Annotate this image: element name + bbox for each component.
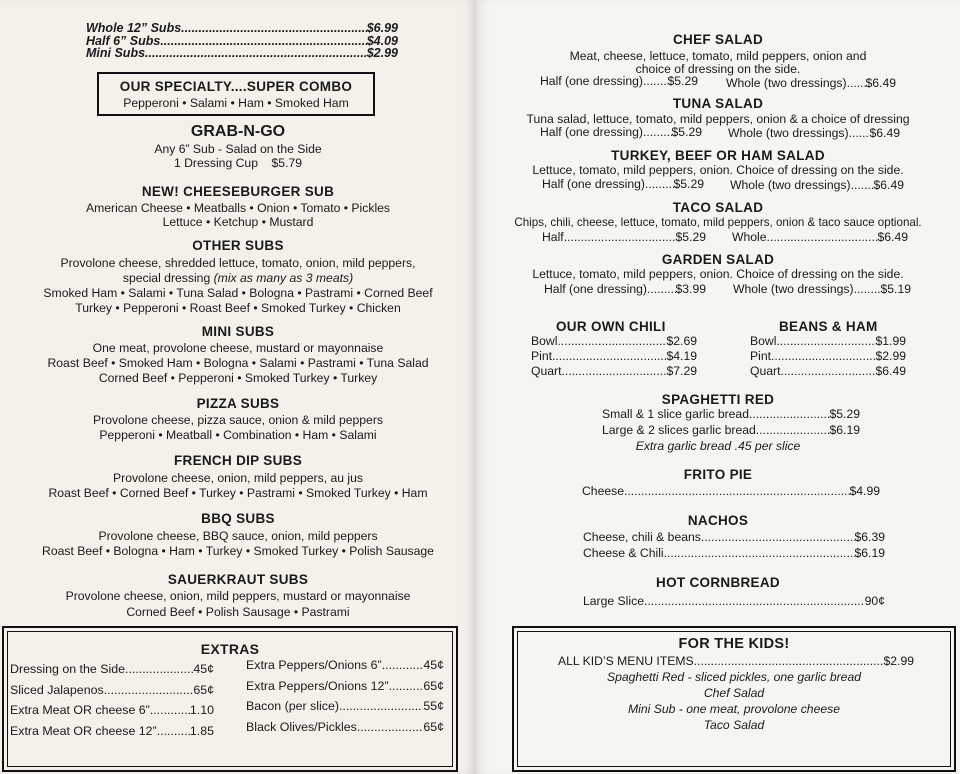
beans-ham-price: $2.99: [875, 349, 906, 363]
price-row: [732, 230, 908, 244]
mini-subs-line1: One meat, provolone cheese, mustard or mayonnaise: [92, 341, 384, 355]
beans-ham-price: $6.49: [875, 364, 906, 378]
extras-price: 55¢: [423, 699, 444, 713]
nachos-name: Cheese, chili & beans: [583, 530, 701, 544]
specialty-title: OUR SPECIALTY....SUPER COMBO: [119, 79, 353, 94]
chili-row: [531, 364, 697, 379]
taco-salad-whole: [732, 230, 908, 244]
whole-price: $5.19: [880, 282, 911, 296]
size-price: $2.99: [366, 46, 398, 60]
frito-pie-price: $4.99: [849, 484, 880, 498]
sauerkraut-subs-line1: Provolone cheese, onion, mild peppers, mustard or mayonnaise: [65, 589, 411, 603]
cornbread-price: 90¢: [864, 594, 885, 608]
size-row: [86, 22, 398, 35]
whole-price: $6.49: [877, 230, 908, 244]
bbq-subs-title: BBQ SUBS: [201, 511, 275, 526]
extras-column-1: [10, 662, 214, 744]
grab-title: GRAB-N-GO: [190, 123, 286, 140]
chili-row: [531, 349, 697, 364]
left-menu-page: [0, 0, 476, 774]
extras-name: Extra Meat OR cheese 12”: [10, 723, 157, 738]
chef-salad-line2: choice of dressing on the side.: [635, 62, 801, 76]
extras-row: [246, 699, 444, 720]
taco-salad-title: TACO SALAD: [672, 200, 764, 215]
size-name: Mini Subs: [86, 46, 146, 60]
half-price: $5.29: [673, 177, 704, 191]
half-price: $5.29: [675, 230, 706, 244]
grab-price: $5.79: [271, 156, 303, 170]
extras-price: 45¢: [193, 662, 214, 676]
kids-box: [512, 626, 956, 772]
kids-item: Chef Salad: [703, 686, 765, 700]
beans-ham-size: Pint: [750, 349, 772, 363]
extras-name: Extra Meat OR cheese 6”: [10, 703, 150, 717]
extras-row: [10, 724, 214, 745]
specialty-items: Pepperoni • Salami • Ham • Smoked Ham: [123, 96, 349, 110]
specialty-box: [97, 72, 375, 116]
cornbread-row: [583, 594, 885, 608]
extras-row: [10, 662, 214, 683]
taco-salad-line1: Chips, chili, cheese, lettuce, tomato, mild peppers, onion & taco sauce optional.: [514, 216, 922, 229]
half-label: Half (one dressing): [540, 74, 643, 88]
tuna-salad-title: TUNA SALAD: [672, 96, 764, 111]
french-dip-line1: Provolone cheese, onion, mild peppers, au jus: [113, 471, 363, 485]
garden-salad-title: GARDEN SALAD: [661, 252, 775, 267]
size-name: Half 6” Subs: [86, 33, 161, 48]
spaghetti-size: Small & 1 slice garlic bread: [602, 407, 749, 421]
chili-price: $7.29: [666, 364, 697, 378]
spaghetti-size: Large & 2 slices garlic bread: [602, 423, 756, 437]
pizza-subs-line1: Provolone cheese, pizza sauce, onion & mild peppers: [93, 413, 383, 427]
chef-salad-whole: [726, 76, 896, 90]
other-subs-note: (mix as many as 3 meats): [213, 271, 354, 285]
spaghetti-price: $5.29: [829, 407, 860, 421]
nachos-price: $6.19: [854, 546, 885, 560]
nachos-list: [583, 530, 885, 562]
garden-salad-half: [544, 282, 706, 296]
whole-label: Whole (two dressings): [728, 126, 849, 140]
turkey-salad-line1: Lettuce, tomato, mild peppers, onion. Choice of dressing on the side.: [532, 163, 904, 177]
extras-name: Extra Peppers/Onions 12”: [246, 678, 389, 693]
extras-name: Bacon (per slice): [246, 699, 339, 713]
extras-row: [246, 658, 444, 679]
beans-ham-size: Bowl: [750, 334, 777, 348]
taco-salad-half: [542, 230, 706, 244]
bbq-subs-line1: Provolone cheese, BBQ sauce, onion, mild peppers: [98, 529, 378, 543]
whole-label: Whole: [732, 230, 767, 244]
price-row: [540, 74, 698, 88]
other-subs-line1: Provolone cheese, shredded lettuce, tomato, onion, mild peppers,: [60, 256, 416, 270]
french-dip-line2: Roast Beef • Corned Beef • Turkey • Pastrami • Smoked Turkey • Ham: [48, 486, 428, 500]
price-row: [540, 125, 702, 139]
nachos-price: $6.39: [854, 530, 885, 544]
nachos-row: [583, 546, 885, 562]
sauerkraut-subs-title: SAUERKRAUT SUBS: [167, 572, 309, 587]
chef-salad-title: CHEF SALAD: [673, 32, 763, 47]
grab-dressing: 1 Dressing Cup: [173, 156, 258, 170]
kids-title: FOR THE KIDS!: [678, 636, 790, 652]
spaghetti-red-note: Extra garlic bread .45 per slice: [635, 439, 801, 453]
half-label: Half (one dressing): [544, 282, 647, 296]
beans-ham-list: [750, 334, 906, 379]
chili-size: Bowl: [531, 334, 558, 348]
price-row: [728, 126, 900, 140]
size-price: $6.99: [366, 21, 398, 35]
other-subs-line4: Turkey • Pepperoni • Roast Beef • Smoked Turkey • Chicken: [75, 301, 401, 315]
size-row: [86, 47, 398, 60]
extras-title: EXTRAS: [200, 641, 260, 657]
whole-price: $6.49: [869, 126, 900, 140]
spaghetti-row: [602, 407, 860, 423]
half-price: $3.99: [675, 282, 706, 296]
extras-name: Extra Peppers/Onions 6”: [246, 658, 382, 672]
whole-price: $6.49: [865, 76, 896, 90]
pizza-subs-title: PIZZA SUBS: [196, 396, 280, 411]
whole-label: Whole (two dressings): [730, 178, 851, 192]
frito-pie-name: Cheese: [582, 484, 625, 498]
garden-salad-line1: Lettuce, tomato, mild peppers, onion. Choice of dressing on the side.: [532, 267, 904, 281]
mini-subs-line2: Roast Beef • Smoked Ham • Bologna • Salami • Pastrami • Tuna Salad: [47, 356, 429, 370]
price-row: [726, 76, 896, 90]
half-price: $5.29: [671, 125, 702, 139]
chili-size: Quart: [531, 364, 562, 378]
frito-pie-row: [582, 484, 880, 498]
price-row: [542, 230, 706, 244]
whole-label: Whole (two dressings): [733, 282, 854, 296]
extras-row: [10, 683, 214, 704]
sub-sizes: [86, 22, 398, 60]
other-subs-title: OTHER SUBS: [192, 238, 284, 253]
mini-subs-title: MINI SUBS: [201, 324, 275, 339]
chili-price: $2.69: [666, 334, 697, 348]
tuna-salad-whole: [728, 126, 900, 140]
nachos-name: Cheese & Chili: [583, 546, 664, 560]
chili-price: $4.19: [666, 349, 697, 363]
beans-ham-price: $1.99: [875, 334, 906, 348]
chili-size: Pint: [531, 349, 553, 363]
spaghetti-red-list: [602, 407, 860, 439]
turkey-salad-whole: [730, 178, 904, 192]
half-price: $5.29: [667, 74, 698, 88]
nachos-title: NACHOS: [687, 513, 749, 528]
bbq-subs-line2: Roast Beef • Bologna • Ham • Turkey • Smoked Turkey • Polish Sausage: [42, 544, 434, 558]
whole-label: Whole (two dressings): [726, 76, 847, 90]
cheeseburger-line1: American Cheese • Meatballs • Onion • Tomato • Pickles: [85, 201, 391, 215]
extras-column-2: [246, 658, 444, 740]
price-row: [544, 282, 706, 296]
turkey-salad-half: [542, 177, 704, 191]
extras-price: 65¢: [423, 719, 444, 734]
other-subs-line3: Smoked Ham • Salami • Tuna Salad • Bologna • Pastrami • Corned Beef: [43, 286, 433, 300]
extras-price: 45¢: [423, 658, 444, 672]
extras-price: 1.85: [189, 723, 214, 738]
extras-row: [246, 720, 444, 741]
kids-item: Spaghetti Red - sliced pickles, one garlic bread: [606, 670, 862, 684]
extras-row: [10, 703, 214, 724]
extras-name: Dressing on the Side: [10, 662, 126, 676]
chili-title: OUR OWN CHILI: [556, 319, 666, 334]
extras-price: 1.10: [189, 703, 214, 717]
tuna-salad-half: [540, 125, 702, 139]
kids-price: $2.99: [883, 654, 914, 668]
extras-row: [246, 679, 444, 700]
sauerkraut-subs-line2: Corned Beef • Polish Sausage • Pastrami: [126, 605, 350, 619]
size-price: $4.09: [366, 33, 398, 48]
garden-salad-whole: [733, 282, 911, 296]
cornbread-name: Large Slice: [583, 594, 644, 608]
grab-line2: [0, 156, 476, 171]
nachos-row: [583, 530, 885, 546]
beans-ham-row: [750, 334, 906, 349]
chef-salad-line1: Meat, cheese, lettuce, tomato, mild peppers, onion and: [569, 49, 867, 63]
chili-list: [531, 334, 697, 379]
price-row: [583, 594, 885, 608]
cheeseburger-title: NEW! CHEESEBURGER SUB: [141, 184, 335, 199]
price-row: [730, 178, 904, 192]
right-menu-page: [476, 0, 960, 774]
whole-price: $6.49: [873, 178, 904, 192]
grab-line1: Any 6” Sub - Salad on the Side: [154, 142, 322, 156]
kids-price-row: [558, 654, 914, 668]
chef-salad-half: [540, 74, 698, 88]
chili-row: [531, 334, 697, 349]
price-row: [733, 282, 911, 296]
half-label: Half (one dressing): [542, 177, 645, 191]
beans-ham-size: Quart: [750, 364, 781, 378]
extras-name: Sliced Jalapenos: [10, 682, 104, 697]
kids-label: ALL KID’S MENU ITEMS: [558, 654, 694, 668]
half-label: Half: [542, 230, 564, 244]
extras-name: Black Olives/Pickles: [246, 719, 357, 734]
price-row: [542, 177, 704, 191]
french-dip-title: FRENCH DIP SUBS: [173, 453, 303, 468]
tuna-salad-line1: Tuna salad, lettuce, tomato, mild peppers, onion & a choice of dressing: [526, 112, 910, 126]
beans-ham-row: [750, 364, 906, 379]
other-subs-line2: [0, 271, 476, 286]
spaghetti-row: [602, 423, 860, 439]
kids-item: Taco Salad: [703, 718, 765, 732]
spaghetti-price: $6.19: [829, 423, 860, 437]
spaghetti-red-title: SPAGHETTI RED: [661, 392, 775, 407]
kids-item: Mini Sub - one meat, provolone cheese: [627, 702, 841, 716]
cornbread-title: HOT CORNBREAD: [656, 575, 780, 590]
frito-pie-title: FRITO PIE: [683, 467, 753, 482]
extras-price: 65¢: [193, 682, 214, 697]
pizza-subs-line2: Pepperoni • Meatball • Combination • Ham • Salami: [99, 428, 377, 442]
price-row: [582, 484, 880, 498]
beans-ham-title: BEANS & HAM: [779, 319, 878, 334]
extras-price: 65¢: [423, 678, 444, 693]
mini-subs-line3: Corned Beef • Pepperoni • Smoked Turkey • Turkey: [98, 371, 378, 385]
extras-box: [2, 626, 458, 772]
cheeseburger-line2: Lettuce • Ketchup • Mustard: [162, 215, 314, 229]
price-row: [558, 654, 914, 668]
turkey-salad-title: TURKEY, BEEF OR HAM SALAD: [611, 148, 825, 163]
other-subs-dressing: special dressing: [122, 271, 214, 285]
half-label: Half (one dressing): [540, 125, 643, 139]
size-name: Whole 12” Subs: [86, 21, 182, 35]
beans-ham-row: [750, 349, 906, 364]
